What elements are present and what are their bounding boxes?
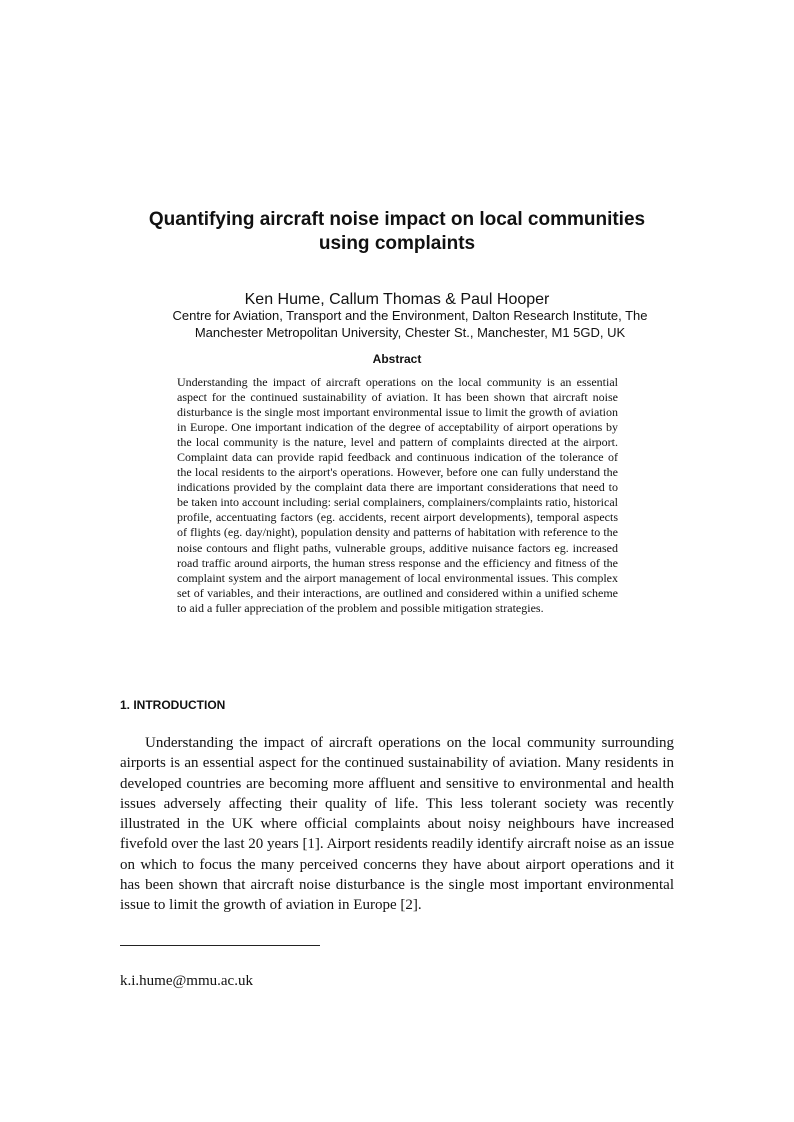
author-affiliation [150,307,670,341]
footnote-divider [120,945,320,946]
paper-title-line-2: using complaints [318,233,476,254]
abstract-heading: Abstract [372,352,422,366]
section-heading-introduction: 1. INTRODUCTION [120,698,226,712]
paper-title [120,208,674,256]
introduction-paragraph: Understanding the impact of aircraft operations on the local community surrounding airports is an essential aspect for the continued sustainability of aviation. Many residents in developed countries are becoming more affluent and sensitive to environmental and health issues adversely affecting their quality of life. This less tolerant society was recently illustrated in the UK where official complaints about noisy neighbours have increased fivefold over the last 20 years [1]. Airport residents readily identify aircraft noise as an issue on which to focus the many perceived concerns they have about airport operations and it has been shown that aircraft noise disturbance is the single most important environmental issue to limit the growth of aviation in Europe [2]. [120,735,674,914]
footnote-email: k.i.hume@mmu.ac.uk [120,973,253,989]
abstract-body: Understanding the impact of aircraft operations on the local community is an essential aspect for the continued sustainability of aviation. It has been shown that aircraft noise disturbance is the single most important environmental issue to limit the growth of aviation in Europe. One important indication of the degree of acceptability of airport operations by the local community is the nature, level and pattern of complaints directed at the airport. Complaint data can provide rapid feedback and continuous indication of the tolerance of the local residents to the airport's operations. However, before one can fully understand the indications provided by the complaint data there are important considerations that need to be taken into account including: serial complainers, complainers/complaints ratio, historical profile, accentuating factors (eg. accidents, recent airport developments), temporal aspects of flights (eg. day/night), population density and patterns of habitation with reference to the noise contours and flight paths, vulnerable groups, additive nuisance factors eg. increased road traffic around airports, the human stress response and the efficiency and fitness of the complaint system and the airport management of local environmental issues. This complex set of variables, and their interactions, are outlined and considered within a unified scheme to aid a fuller appreciation of the problem and possible mitigation strategies. [177,375,618,615]
affiliation-line-2: Manchester Metropolitan University, Chester St., Manchester, M1 5GD, UK [194,325,626,340]
affiliation-line-1: Centre for Aviation, Transport and the Environment, Dalton Research Institute, The [172,308,648,323]
paper-title-line-1: Quantifying aircraft noise impact on local communities [148,209,646,230]
author-list: Ken Hume, Callum Thomas & Paul Hooper [244,291,550,308]
